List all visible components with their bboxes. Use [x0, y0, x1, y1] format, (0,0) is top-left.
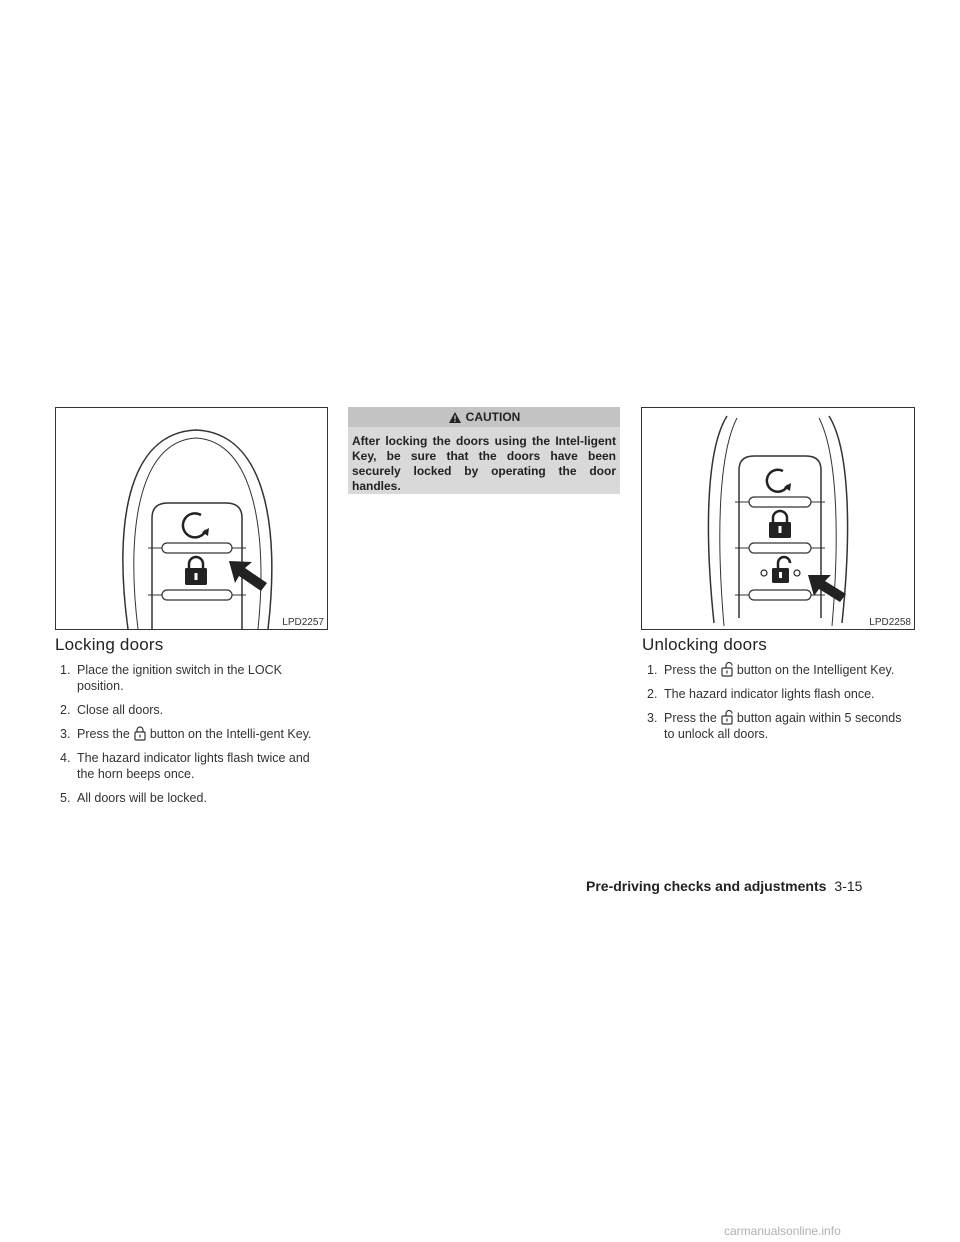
list-item: 3. Press the button again within 5 seconds to unlock all doors. — [647, 711, 902, 741]
unlocking-doors-heading: Unlocking doors — [642, 635, 767, 654]
unlock-icon — [721, 710, 733, 725]
remote-start-icon — [767, 470, 791, 492]
caution-text: After locking the doors using the Intel-ligent Key, be sure that the doors have been securely locked by operating the door handles. — [352, 434, 616, 493]
warning-triangle-icon — [448, 411, 462, 424]
caution-title: CAUTION — [465, 410, 521, 424]
figure-code: LPD2258 — [869, 617, 911, 628]
locking-steps-list — [55, 662, 327, 814]
list-item: 2. Close all doors. — [60, 703, 164, 717]
remote-start-icon — [183, 513, 209, 537]
unlocking-steps-list — [642, 662, 914, 750]
caution-header — [348, 407, 620, 427]
caution-box — [348, 407, 620, 494]
list-item: 4. The hazard indicator lights flash twice and the horn beeps once. — [60, 751, 310, 781]
locking-key-figure — [55, 407, 328, 630]
page-number: 3-15 — [834, 878, 863, 894]
list-item: 1. Place the ignition switch in the LOCK position. — [60, 663, 282, 693]
lock-icon — [134, 726, 146, 741]
list-item: 1. Press the button on the Intelligent Key. — [647, 663, 895, 677]
list-item: 5. All doors will be locked. — [60, 791, 207, 805]
watermark-text[interactable]: carmanualsonline.info — [724, 1224, 841, 1238]
lock-icon — [769, 511, 791, 538]
unlock-icon — [761, 557, 800, 583]
list-item: 3. Press the button on the Intelli-gent Key. — [60, 727, 312, 741]
intelligent-key-illustration — [642, 408, 914, 629]
intelligent-key-illustration — [56, 408, 327, 629]
figure-code: LPD2257 — [282, 617, 324, 628]
page-footer — [586, 878, 862, 894]
section-title: Pre-driving checks and adjustments — [586, 878, 827, 894]
lock-icon — [185, 557, 207, 585]
unlock-icon — [721, 662, 733, 677]
list-item: 2. The hazard indicator lights flash once. — [647, 687, 875, 701]
locking-doors-heading: Locking doors — [55, 635, 164, 654]
unlocking-key-figure — [641, 407, 915, 630]
pointer-arrow-icon — [808, 575, 846, 602]
